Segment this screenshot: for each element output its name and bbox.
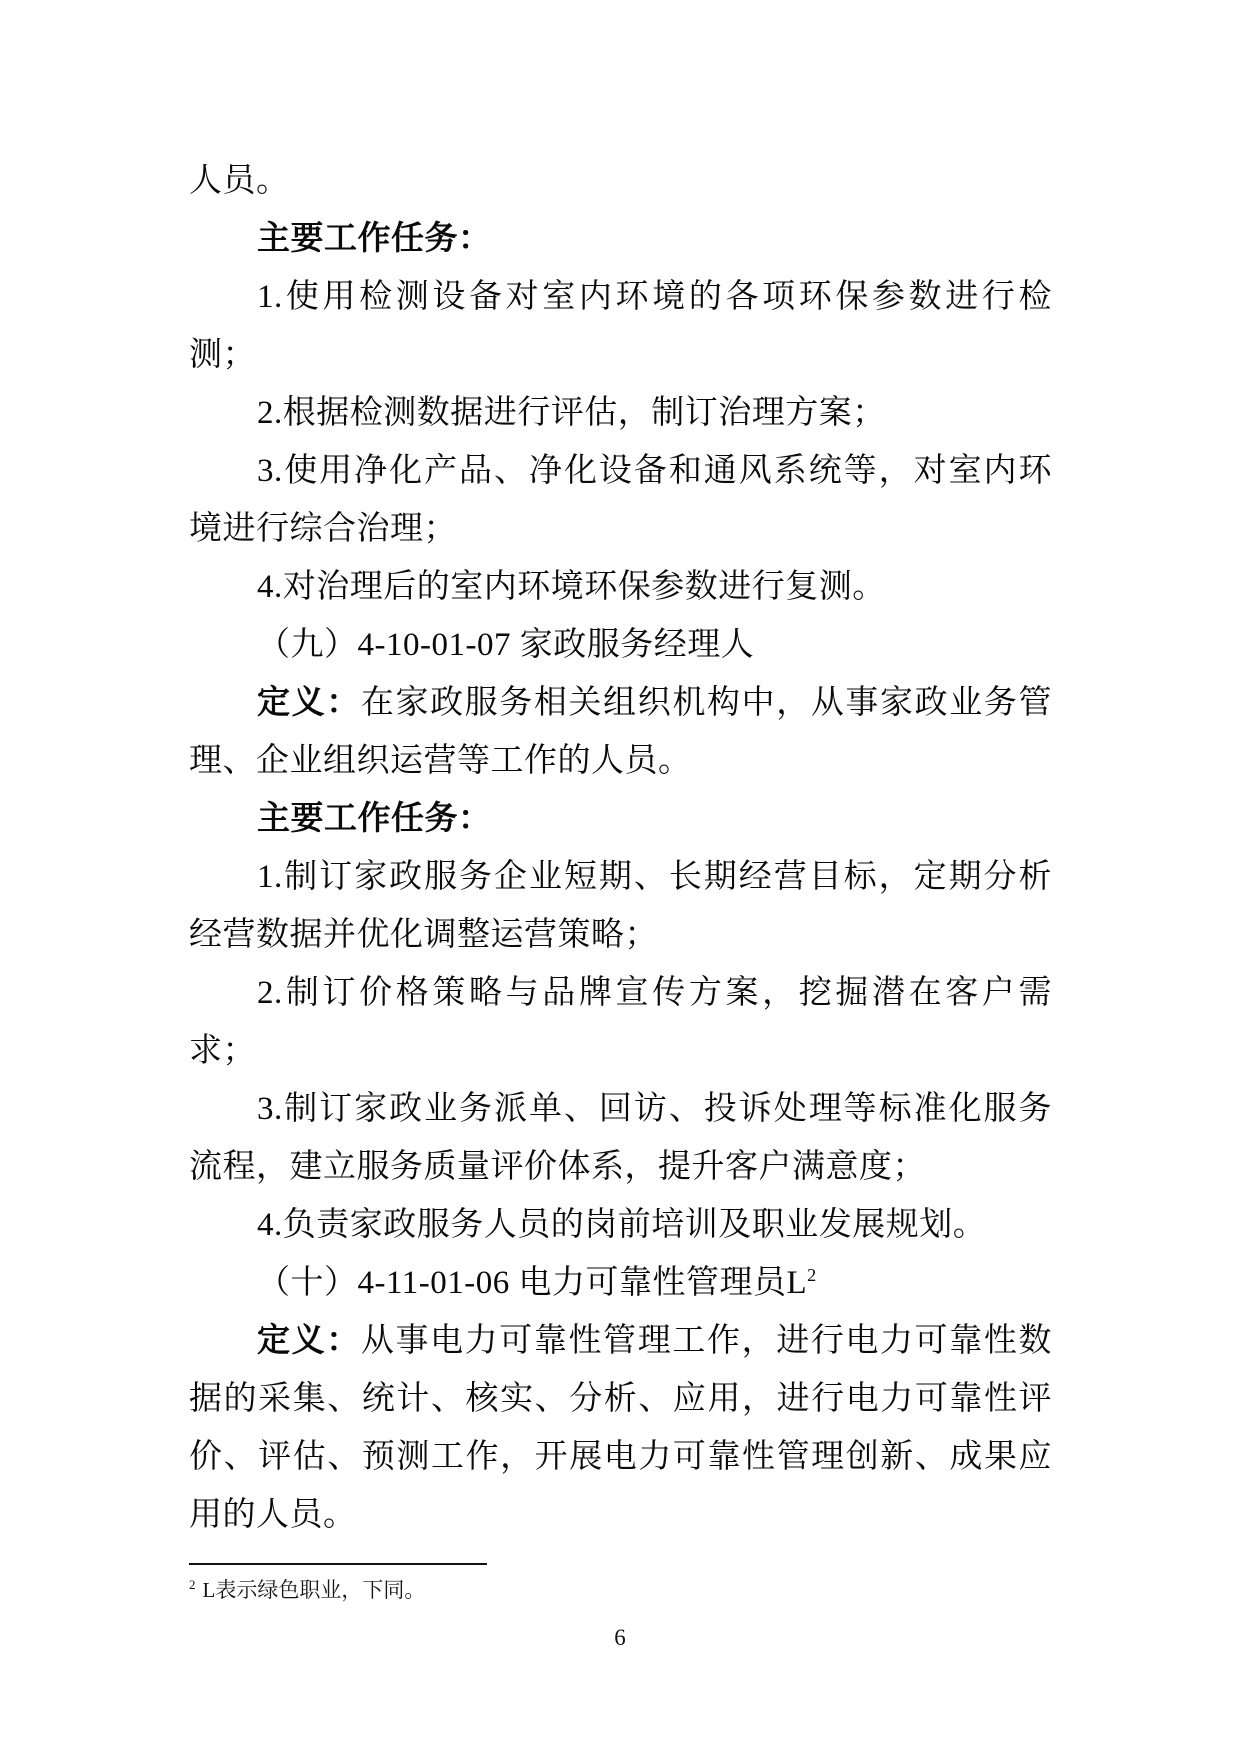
text-segment: 求； [189,1033,256,1069]
text-line [189,1080,1052,1138]
text-segment: 据的采集、统计、核实、分析、应用，进行电力可靠性评 [189,1381,1052,1417]
text-segment: （十）4-11-01-06 电力可靠性管理员L [257,1265,808,1301]
document-body [189,152,1052,1544]
text-line [189,616,1052,674]
text-line [189,500,1052,558]
text-segment: 测； [189,337,256,373]
text-line [189,1428,1052,1486]
text-segment: 经营数据并优化调整运营策略； [189,917,658,953]
text-segment: 从事电力可靠性管理工作，进行电力可靠性数 [360,1323,1053,1359]
text-segment: 理、企业组织运营等工作的人员。 [189,743,692,779]
footnote-separator [189,1563,487,1565]
text-line [189,1022,1052,1080]
text-line [189,1254,1052,1312]
text-line [189,1138,1052,1196]
text-line [189,906,1052,964]
text-segment: 境进行综合治理； [189,511,457,547]
text-segment: 2.制订价格策略与品牌宣传方案，挖掘潜在客户需 [257,975,1052,1011]
text-line [189,268,1052,326]
text-line [189,964,1052,1022]
bold-segment: 主要工作任务： [257,221,492,257]
text-line [189,558,1052,616]
text-line [189,732,1052,790]
footnote-text: L表示绿色职业，下同。 [202,1578,426,1602]
text-line [189,1486,1052,1544]
text-line [189,674,1052,732]
text-line [189,442,1052,500]
text-segment: 2.根据检测数据进行评估，制订治理方案； [257,395,886,431]
text-segment: 4.对治理后的室内环境环保参数进行复测。 [257,569,886,605]
text-line [189,326,1052,384]
text-segment: 1.使用检测设备对室内环境的各项环保参数进行检 [257,279,1052,315]
superscript-marker: 2 [807,1265,817,1285]
text-line [189,848,1052,906]
footnote-marker: 2 [189,1577,196,1592]
text-segment: 1.制订家政服务企业短期、长期经营目标，定期分析 [257,859,1052,895]
text-segment: 在家政服务相关组织机构中，从事家政业务管 [360,685,1053,721]
text-line [189,1370,1052,1428]
text-segment: 人员。 [189,163,290,199]
text-line [189,384,1052,442]
text-segment: 用的人员。 [189,1497,357,1533]
text-segment: 4.负责家政服务人员的岗前培训及职业发展规划。 [257,1207,987,1243]
text-line [189,152,1052,210]
text-segment: 流程，建立服务质量评价体系，提升客户满意度； [189,1149,926,1185]
bold-segment: 主要工作任务： [257,801,492,837]
page-number: 6 [614,1625,626,1650]
bold-segment: 定义： [257,1323,361,1359]
text-segment: （九）4-10-01-07 家政服务经理人 [257,627,755,663]
footnote [189,1574,1052,1606]
text-line [189,1312,1052,1370]
text-line [189,210,1052,268]
text-segment: 价、评估、预测工作，开展电力可靠性管理创新、成果应 [189,1439,1052,1475]
text-line [189,790,1052,848]
bold-segment: 定义： [257,685,361,721]
text-segment: 3.使用净化产品、净化设备和通风系统等，对室内环 [257,453,1052,489]
text-segment: 3.制订家政业务派单、回访、投诉处理等标准化服务 [257,1091,1052,1127]
text-line [189,1196,1052,1254]
